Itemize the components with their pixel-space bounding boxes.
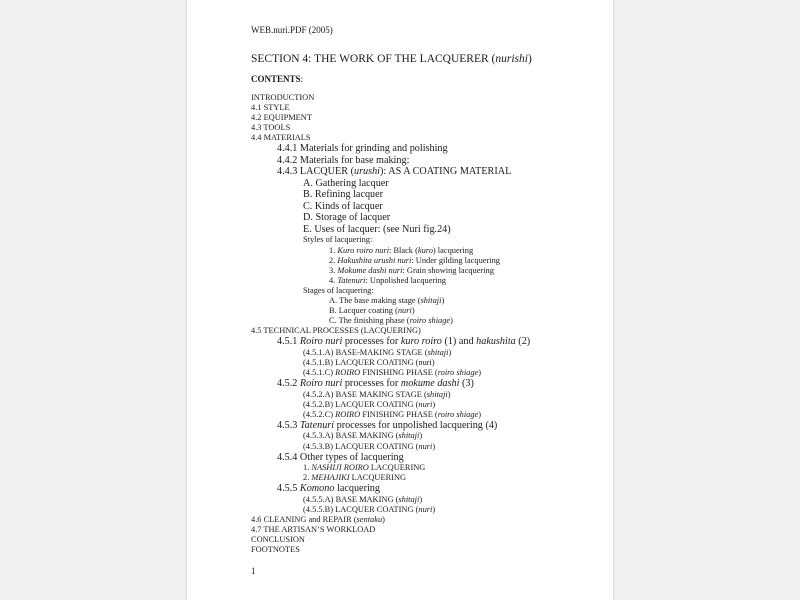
- document-header: WEB.nuri.PDF (2005): [251, 25, 333, 35]
- toc-entry-italic-text: ROIRO: [335, 409, 361, 419]
- toc-entry: [251, 143, 611, 155]
- toc-entry: [251, 235, 611, 245]
- toc-entry-text: (4.5.2.C): [303, 409, 336, 419]
- toc-entry-text: processes for: [342, 336, 401, 348]
- toc-entry-text: : Under gilding lacquering: [411, 255, 500, 265]
- toc-entry-text: (4.5.2.B) LACQUER COATING (: [303, 399, 419, 409]
- toc-entry-italic-text: nuri: [418, 504, 433, 514]
- toc-entry: [251, 410, 611, 420]
- toc-entry-italic-text: kuro: [417, 245, 433, 255]
- toc-entry-text: LACQUERING: [368, 463, 426, 473]
- toc-entry-text: ): [432, 504, 436, 514]
- toc-entry-italic-text: Tatenuri: [337, 275, 366, 285]
- toc-entry-text: (4.5.5.B) LACQUER COATING (: [303, 504, 419, 514]
- toc-entry-text: 4.5.3: [277, 419, 300, 431]
- toc-entry-text: A. The base making stage (: [329, 296, 421, 306]
- toc-entry-text: 4.6 CLEANING and REPAIR (: [251, 515, 357, 525]
- toc-entry-text: 4.5.4 Other types of lacquering: [277, 451, 404, 463]
- toc-entry-text: INTRODUCTION: [251, 93, 315, 102]
- toc-entry: [251, 256, 611, 266]
- toc-entry-text: processes for: [342, 378, 401, 390]
- toc-entry-text: FINISHING PHASE (: [360, 368, 438, 378]
- toc-entry-italic-text: kuro roiro: [400, 336, 442, 348]
- toc-entry-text: 4.: [329, 275, 338, 285]
- toc-entry: [251, 133, 611, 143]
- toc-entry-text: (4.5.2.A) BASE MAKING STAGE (: [303, 389, 427, 399]
- toc-entry-italic-text: MEHAJIKI: [311, 473, 350, 483]
- toc-entry: [251, 378, 611, 390]
- toc-entry-text: (4.5.3.A) BASE MAKING (: [303, 431, 399, 441]
- toc-entry-text: ): [419, 431, 423, 441]
- toc-entry-text: 4.4.1 Materials for grinding and polishing: [277, 143, 448, 155]
- toc-entry-italic-text: roiro shiage: [437, 409, 479, 419]
- toc-entry-text: ): [450, 316, 453, 326]
- toc-entry-text: CONCLUSION: [251, 535, 305, 545]
- toc-entry-italic-text: Komono: [299, 483, 335, 495]
- toc-entry-italic-text: sentaku: [356, 515, 383, 525]
- toc-entry: [251, 505, 611, 515]
- toc-entry-italic-text: Mokume dashi nuri: [337, 265, 403, 275]
- toc-entry-text: FINISHING PHASE (: [360, 409, 438, 419]
- toc-entry-text: Stages of lacquering:: [303, 285, 374, 295]
- toc-entry-text: (4.5.1.B) LACQUER COATING (nuri): [303, 358, 435, 367]
- toc-entry-text: ): AS A COATING MATERIAL: [380, 166, 512, 178]
- toc-entry-text: ): [447, 389, 451, 399]
- toc-entry-italic-text: Roiro nuri: [299, 378, 343, 390]
- toc-entry-italic-text: nuri: [397, 306, 412, 316]
- toc-entry-text: (4.5.1.A) BASE-MAKING STAGE (: [303, 347, 428, 357]
- toc-entry: [251, 224, 611, 236]
- toc-entry-italic-text: hakushita: [476, 336, 516, 348]
- toc-entry: [251, 431, 611, 441]
- toc-entry: [251, 189, 611, 201]
- toc-entry-text: ): [478, 409, 482, 419]
- toc-entry-text: (4.5.5.A) BASE MAKING (: [303, 494, 399, 504]
- toc-entry-text: 4.4.2 Materials for base making:: [277, 154, 410, 166]
- toc-entry-text: Styles of lacquering:: [303, 235, 373, 245]
- toc-entry: [251, 463, 611, 473]
- toc-entry: [251, 483, 611, 495]
- toc-entry-text: 1.: [329, 245, 338, 255]
- toc-entry-italic-text: shitaji: [398, 494, 420, 504]
- toc-entry: [251, 212, 611, 224]
- toc-entry: [251, 326, 611, 336]
- toc-entry-text: 4.5.5: [277, 483, 300, 495]
- toc-entry: [251, 442, 611, 452]
- toc-entry: [251, 296, 611, 306]
- toc-entry: [251, 178, 611, 190]
- toc-entry-text: B. Lacquer coating (: [329, 306, 398, 316]
- toc-entry-text: 4.7 THE ARTISAN’S WORKLOAD: [251, 525, 376, 535]
- section-title-prefix: SECTION 4: THE WORK OF THE LACQUERER (: [251, 53, 496, 65]
- toc-entry: [251, 525, 611, 535]
- toc-entry-italic-text: ROIRO: [335, 368, 361, 378]
- toc-entry-italic-text: shitaji: [426, 389, 448, 399]
- toc-entry: [251, 336, 611, 348]
- contents-label: CONTENTS: [251, 74, 301, 84]
- toc-entry-text: 4.5.2: [277, 378, 300, 390]
- toc-entry-text: 4.3 TOOLS: [251, 123, 291, 133]
- toc-entry-italic-text: shitaji: [398, 431, 420, 441]
- toc-entry: [251, 390, 611, 400]
- toc-entry-text: : Black (: [389, 245, 418, 255]
- toc-entry-text: ): [448, 347, 452, 357]
- toc-entry-text: ): [411, 306, 415, 316]
- toc-entry-text: B. Refining lacquer: [303, 189, 384, 201]
- toc-entry-italic-text: mokume dashi: [400, 378, 460, 390]
- toc-entry: [251, 495, 611, 505]
- toc-entry: [251, 306, 611, 316]
- toc-entry-text: 4.5.1: [277, 336, 300, 348]
- section-title-italic: nurishi: [495, 53, 528, 65]
- toc-entry-text: ): [478, 368, 482, 378]
- toc-entry: [251, 348, 611, 358]
- toc-entry: [251, 246, 611, 256]
- toc-entry: [251, 515, 611, 525]
- toc-entry-italic-text: roiro shiage: [437, 368, 479, 378]
- section-title-suffix: ): [527, 53, 532, 65]
- toc-entry-italic-text: NASHIJI ROIRO: [311, 463, 369, 473]
- toc-entry: [251, 276, 611, 286]
- toc-entry-text: (2): [515, 336, 531, 348]
- toc-entry-italic-text: shitaji: [420, 296, 442, 306]
- toc-entry-text: ): [441, 296, 445, 306]
- toc-entry-italic-text: Roiro nuri: [299, 336, 343, 348]
- toc-entry-text: 4.4.3 LACQUER (: [277, 166, 354, 178]
- toc-entry-text: 4.1 STYLE: [251, 103, 290, 113]
- toc-entry-italic-text: urushi: [353, 166, 381, 178]
- toc-entry-text: 4.5 TECHNICAL PROCESSES (LACQUERING): [251, 326, 421, 336]
- toc-entry-text: ): [382, 515, 385, 525]
- toc-entry-text: C. Kinds of lacquer: [303, 200, 383, 212]
- contents-heading: [251, 74, 303, 84]
- toc-entry-italic-text: Tatenuri: [299, 419, 335, 431]
- toc-entry: [251, 316, 611, 326]
- toc-entry: [251, 103, 611, 113]
- toc-entry: [251, 266, 611, 276]
- table-of-contents: [251, 93, 611, 555]
- toc-entry-text: D. Storage of lacquer: [303, 212, 391, 224]
- toc-entry-text: 2.: [303, 473, 312, 483]
- toc-entry: [251, 166, 611, 178]
- toc-entry-text: (4.5.3.B) LACQUER COATING (: [303, 441, 419, 451]
- toc-entry-text: 1.: [303, 463, 312, 473]
- toc-entry-text: : Grain showing lacquering: [402, 265, 494, 275]
- toc-entry-text: LACQUERING: [349, 473, 407, 483]
- toc-entry-text: processes for unpolished lacquering (4): [334, 419, 498, 431]
- toc-entry-text: ): [432, 441, 436, 451]
- toc-entry: [251, 400, 611, 410]
- toc-entry: [251, 201, 611, 213]
- toc-entry: [251, 123, 611, 133]
- toc-entry-text: : Unpolished lacquering: [365, 275, 446, 285]
- toc-entry-text: ) lacquering: [432, 245, 474, 255]
- toc-entry-text: FOOTNOTES: [251, 545, 300, 555]
- toc-entry-text: A. Gathering lacquer: [303, 177, 389, 189]
- toc-entry-italic-text: roiro shiage: [409, 316, 451, 326]
- toc-entry: [251, 420, 611, 432]
- toc-entry: [251, 358, 611, 368]
- toc-entry-text: (3): [459, 378, 474, 390]
- toc-entry-italic-text: nuri: [418, 441, 433, 451]
- toc-entry: [251, 545, 611, 555]
- toc-entry-italic-text: nuri: [418, 399, 433, 409]
- toc-entry: [251, 93, 611, 103]
- toc-entry-text: 2.: [329, 255, 338, 265]
- toc-entry-italic-text: Kuro roiro nuri: [337, 245, 390, 255]
- toc-entry-text: (4.5.1.C): [303, 368, 336, 378]
- toc-entry-text: (1) and: [441, 336, 477, 348]
- toc-entry: [251, 155, 611, 167]
- toc-entry: [251, 473, 611, 483]
- section-title: [251, 53, 532, 65]
- toc-entry: [251, 113, 611, 123]
- toc-entry-text: C. The finishing phase (: [329, 316, 410, 326]
- toc-entry-text: E. Uses of lacquer: (see Nuri fig.24): [303, 223, 451, 235]
- toc-entry: [251, 286, 611, 296]
- page-number: 1: [251, 566, 256, 576]
- toc-entry-text: ): [419, 494, 423, 504]
- toc-entry-italic-text: Hakushita urushi nuri: [337, 255, 412, 265]
- toc-entry: [251, 368, 611, 378]
- toc-entry: [251, 452, 611, 464]
- contents-colon: :: [300, 74, 304, 84]
- toc-entry-text: 4.2 EQUIPMENT: [251, 113, 312, 123]
- toc-entry-text: 4.4 MATERIALS: [251, 133, 311, 143]
- toc-entry-text: lacquering: [334, 483, 380, 495]
- toc-entry: [251, 535, 611, 545]
- toc-entry-text: 3.: [329, 265, 338, 275]
- document-page: [187, 0, 613, 600]
- toc-entry-italic-text: shitaji: [427, 347, 449, 357]
- toc-entry-text: ): [432, 399, 436, 409]
